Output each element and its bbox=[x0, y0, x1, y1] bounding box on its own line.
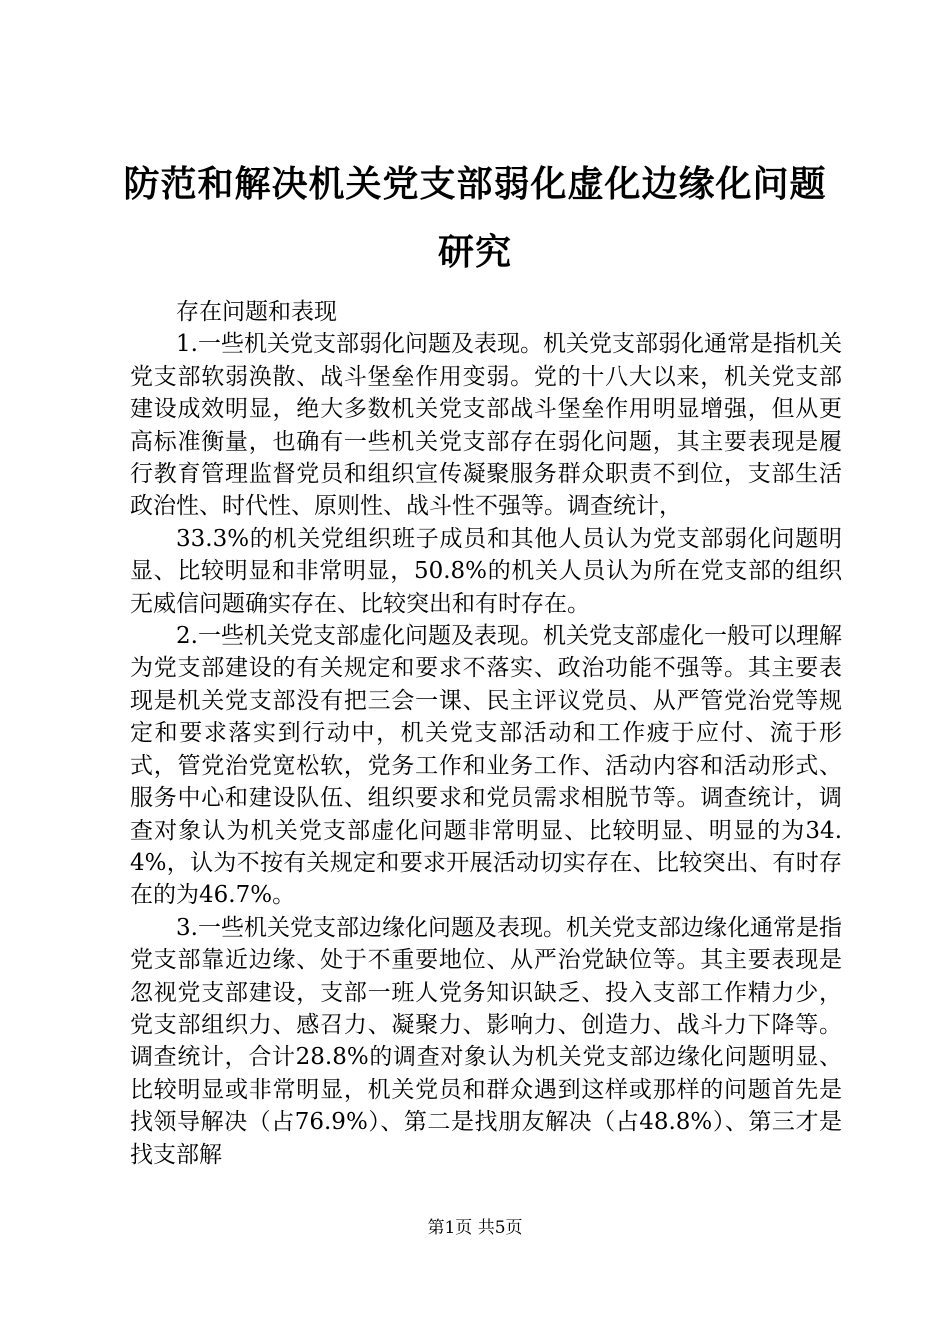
section-heading: 存在问题和表现 bbox=[176, 299, 337, 325]
paragraph-hollowing: 2.一些机关党支部虚化问题及表现。机关党支部虚化一般可以理解为党支部建设的有关规定和要求不落实、政治功能不强等。其主要表现是机关党支部没有把三会一课、民主评议党员、从严管党治党等规定和要求落实到行动中，机关党支部活动和工作疲于应付、流于形式，管党治党宽松软，党务工作和业务工作、活动内容和活动形式、服务中心和建设队伍、组织要求和党员需求相脱节等。调查统计，调查对象认为机关党支部虚化问题非常明显、比较明显、明显的为34.4%，认为不按有关规定和要求开展活动切实存在、比较突出、有时存在的为46.7%。 bbox=[130, 623, 842, 909]
document-title: 防范和解决机关党支部弱化虚化边缘化问题研究 bbox=[123, 163, 827, 273]
paragraph-weakening-stats: 33.3%的机关党组织班子成员和其他人员认为党支部弱化问题明显、比较明显和非常明显，50.8%的机关人员认为所在党支部的组织无威信问题确实存在、比较突出和有时存在。 bbox=[130, 525, 842, 617]
paragraph-weakening: 1.一些机关党支部弱化问题及表现。机关党支部弱化通常是指机关党支部软弱涣散、战斗堡垒作用变弱。党的十八大以来，机关党支部建设成效明显，绝大多数机关党支部战斗堡垒作用明显增强，但从更高标准衡量，也确有一些机关党支部存在弱化问题，其主要表现是履行教育管理监督党员和组织宣传凝聚服务群众职责不到位，支部生活政治性、时代性、原则性、战斗性不强等。调查统计， bbox=[130, 331, 842, 520]
page-number-footer: 第1页 共5页 bbox=[427, 1218, 523, 1238]
paragraph-marginalization: 3.一些机关党支部边缘化问题及表现。机关党支部边缘化通常是指党支部靠近边缘、处于不重要地位、从严治党缺位等。其主要表现是忽视党支部建设，支部一班人党务知识缺乏、投入支部工作精力少，党支部组织力、感召力、凝聚力、影响力、创造力、战斗力下降等。调查统计，合计28.8%的调查对象认为机关党支部边缘化问题明显、比较明显或非常明显，机关党员和群众遇到这样或那样的问题首先是找领导解决（占76.9%）、第二是找朋友解决（占48.8%）、第三才是找支部解 bbox=[130, 914, 842, 1168]
document-body bbox=[130, 296, 842, 1171]
